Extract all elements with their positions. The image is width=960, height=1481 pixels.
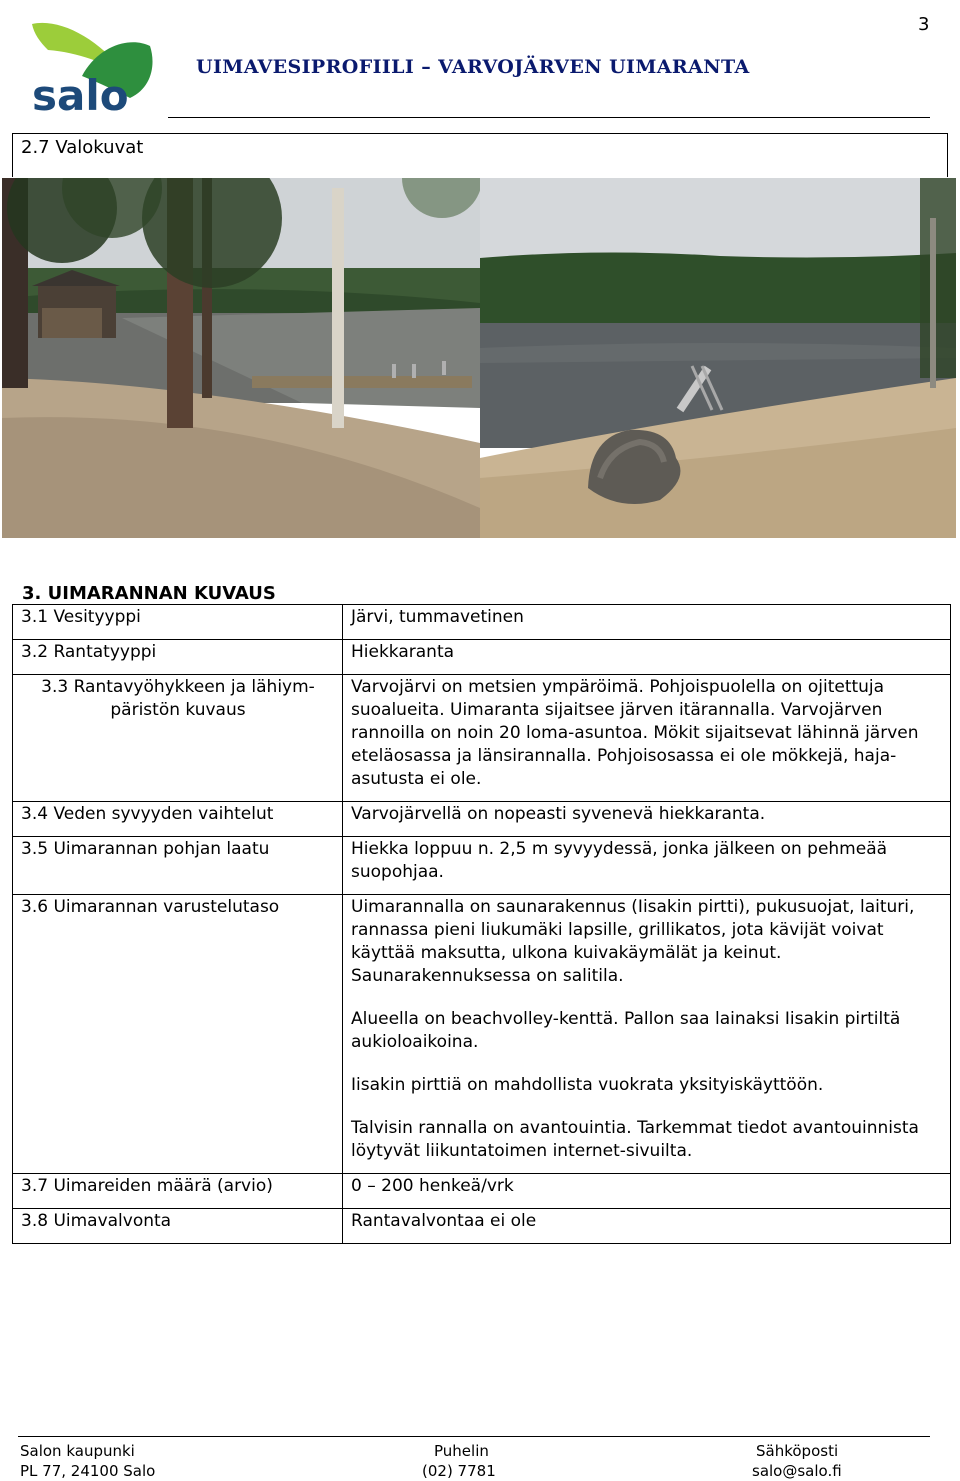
table-row — [13, 895, 951, 1174]
row-label: 3.1 Vesityyppi — [13, 605, 343, 640]
row-label: 3.6 Uimarannan varustelutaso — [13, 895, 343, 1174]
row-label: 3.5 Uimarannan pohjan laatu — [13, 837, 343, 895]
footer-org-name: Salon kaupunki — [20, 1442, 135, 1460]
row-label: 3.7 Uimareiden määrä (arvio) — [13, 1174, 343, 1209]
row-value: Varvojärvi on metsien ympäröimä. Pohjoispuolella on ojitettuja suoalueita. Uimaranta sijaitsee järven itärannalla. Varvojärven rannoilla on noin 20 loma-asuntoa. Mökit sijaitsevat lähinnä järven eteläosassa ja länsirannalla. Pohjoisosassa ei ole mökkejä, haja-asutusta ei ole. — [343, 675, 951, 802]
footer-divider — [18, 1436, 930, 1437]
row-value: Järvi, tummavetinen — [343, 605, 951, 640]
photo-beach-slide — [480, 178, 956, 538]
paragraph: Alueella on beachvolley-kenttä. Pallon saa lainaksi Iisakin pirtiltä aukioloaikoina. — [351, 1009, 901, 1052]
section-3-heading: 3. UIMARANNAN KUVAUS — [22, 583, 276, 604]
header-divider — [168, 117, 930, 118]
table-row — [13, 675, 951, 802]
photos-section-title: 2.7 Valokuvat — [21, 137, 144, 158]
table-row — [13, 1209, 951, 1244]
table-row — [13, 640, 951, 675]
paragraph: Uimarannalla on saunarakennus (Iisakin pirtti), pukusuojat, laituri, rannassa pieni liukumäki lapsille, grillikatos, jota kävijät voivat käyttää maksutta, ulkona kuivakäymälät ja keinut. Saunarakennuksessa on salitila. — [351, 897, 915, 986]
table-row — [13, 837, 951, 895]
footer-email-label: Sähköposti — [756, 1442, 839, 1460]
footer-phone-number: (02) 7781 — [422, 1462, 496, 1480]
table-row — [13, 1174, 951, 1209]
row-value: Rantavalvontaa ei ole — [343, 1209, 951, 1244]
paragraph: Iisakin pirttiä on mahdollista vuokrata yksityiskäyttöön. — [351, 1075, 824, 1095]
row-value: 0 – 200 henkeä/vrk — [343, 1174, 951, 1209]
footer-address — [20, 1441, 155, 1481]
photo-dock-pavilion — [2, 178, 480, 538]
beach-description-table — [12, 604, 951, 1244]
row-value — [343, 895, 951, 1174]
footer-phone — [422, 1441, 496, 1481]
photos-section-box — [12, 133, 948, 177]
row-value: Hiekka loppuu n. 2,5 m syvyydessä, jonka jälkeen on pehmeää suopohjaa. — [343, 837, 951, 895]
table-row — [13, 605, 951, 640]
document-title: UIMAVESIPROFIILI – VARVOJÄRVEN UIMARANTA — [196, 56, 750, 78]
row-value: Hiekkaranta — [343, 640, 951, 675]
row-value: Varvojärvellä on nopeasti syvenevä hiekkaranta. — [343, 802, 951, 837]
paragraph: Talvisin rannalla on avantouintia. Tarkemmat tiedot avantouinnista löytyvät liikuntatoimen internet-sivuilta. — [351, 1118, 919, 1161]
table-row — [13, 802, 951, 837]
photos-row — [2, 178, 958, 540]
row-label: 3.3 Rantavyöhykkeen ja lähiym-päristön kuvaus — [13, 675, 343, 802]
salo-logo — [18, 6, 168, 124]
logo-text: salo — [32, 71, 129, 120]
page-number: 3 — [918, 14, 930, 35]
row-label: 3.2 Rantatyyppi — [13, 640, 343, 675]
footer-phone-label: Puhelin — [434, 1442, 489, 1460]
footer-email-address[interactable]: salo@salo.fi — [752, 1462, 842, 1480]
row-label: 3.4 Veden syvyyden vaihtelut — [13, 802, 343, 837]
row-label: 3.8 Uimavalvonta — [13, 1209, 343, 1244]
footer-postal-address: PL 77, 24100 Salo — [20, 1462, 156, 1480]
footer-email — [752, 1441, 842, 1481]
